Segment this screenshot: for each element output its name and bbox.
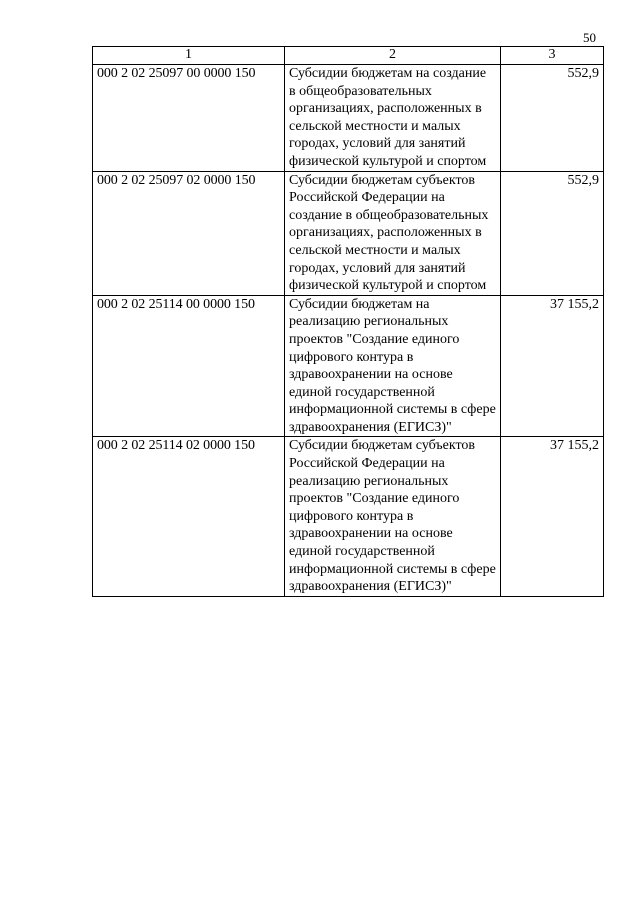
row-name: Субсидии бюджетам на создание в общеобразовательных организациях, расположенных в сельской местности и малых городах, условий для занятий физической культурой и спортом: [285, 65, 501, 172]
row-code: 000 2 02 25097 02 0000 150: [93, 171, 285, 295]
budget-table: [92, 46, 604, 597]
column-header-code: 1: [93, 47, 285, 65]
row-amount: 552,9: [501, 171, 604, 295]
table-header-row: [93, 47, 604, 65]
table-row: [93, 65, 604, 172]
table-row: [93, 171, 604, 295]
table-row: [93, 295, 604, 437]
column-header-name: 2: [285, 47, 501, 65]
column-header-amount: 3: [501, 47, 604, 65]
row-code: 000 2 02 25097 00 0000 150: [93, 65, 285, 172]
row-amount: 552,9: [501, 65, 604, 172]
row-name: Субсидии бюджетам субъектов Российской Федерации на создание в общеобразовательных организациях, расположенных в сельской местности и малых городах, условий для занятий физической культурой и спортом: [285, 171, 501, 295]
row-name: Субсидии бюджетам на реализацию региональных проектов "Создание единого цифрового контура в здравоохранении на основе единой государственной информационной системы в сфере здравоохранения (ЕГИСЗ)": [285, 295, 501, 437]
row-code: 000 2 02 25114 02 0000 150: [93, 437, 285, 596]
page-number: 50: [583, 30, 596, 45]
row-code: 000 2 02 25114 00 0000 150: [93, 295, 285, 437]
table-row: [93, 437, 604, 596]
row-amount: 37 155,2: [501, 295, 604, 437]
row-name: Субсидии бюджетам субъектов Российской Федерации на реализацию региональных проектов "Создание единого цифрового контура в здравоохранении на основе единой государственной информационной системы в сфере здравоохранения (ЕГИСЗ)": [285, 437, 501, 596]
row-amount: 37 155,2: [501, 437, 604, 596]
